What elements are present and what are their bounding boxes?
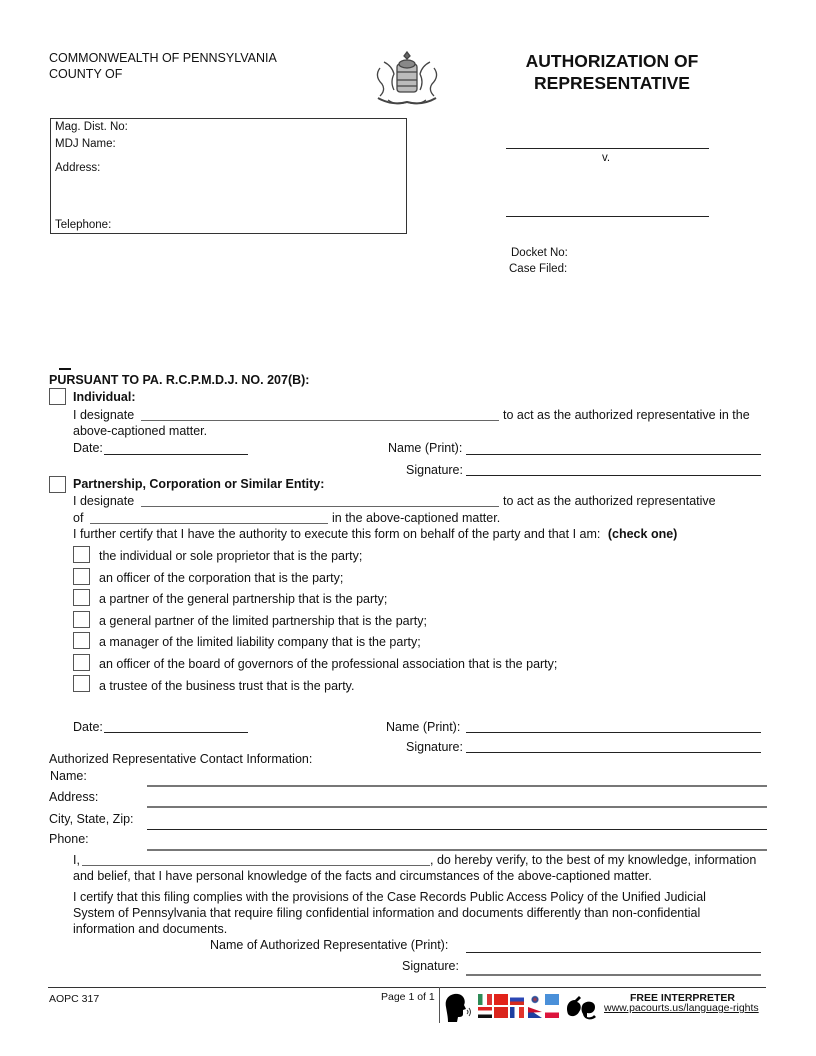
overline-mark	[59, 368, 71, 370]
rep-name-print-field[interactable]	[466, 952, 761, 953]
telephone-label: Telephone:	[55, 219, 112, 231]
rep-signature-label: Signature:	[402, 959, 459, 973]
entity-checkbox[interactable]	[49, 476, 66, 493]
option-label: an officer of the board of governors of the professional association that is the party;	[99, 657, 558, 671]
entity-date-field[interactable]	[104, 732, 248, 733]
sign-language-icon	[565, 994, 599, 1020]
individual-signature-label: Signature:	[406, 463, 463, 477]
entity-of-suffix: in the above-captioned matter.	[332, 511, 501, 525]
option-label: a partner of the general partnership that is the party;	[99, 592, 388, 606]
entity-certify-text	[73, 527, 677, 541]
free-interpreter-title: FREE INTERPRETER	[630, 992, 736, 1004]
verification-suffix: , do hereby verify, to the best of my knowledge, information	[430, 853, 757, 867]
check-one-label: (check one)	[607, 527, 678, 541]
docket-no-label: Docket No:	[511, 247, 568, 259]
option-checkbox-business-trust[interactable]	[73, 675, 90, 692]
option-label: a manager of the limited liability company that is the party;	[99, 635, 421, 649]
option-checkbox-corporation-officer[interactable]	[73, 568, 90, 585]
address-label: Address:	[55, 162, 101, 174]
speaking-head-icon	[442, 991, 472, 1023]
option-label: the individual or sole proprietor that is the party;	[99, 549, 363, 563]
entity-designate-suffix: to act as the authorized representative	[503, 494, 716, 508]
entity-party-field[interactable]	[90, 523, 328, 524]
form-title-line2: REPRESENTATIVE	[534, 73, 690, 93]
versus-label: v.	[602, 152, 611, 164]
france-flag-icon	[510, 1007, 524, 1018]
contact-address-field[interactable]	[147, 806, 767, 808]
option-checkbox-sole-proprietor[interactable]	[73, 546, 90, 563]
vietnam-flag-icon	[494, 1007, 508, 1018]
certification-line1: I certify that this filing complies with the provisions of the Case Records Public Access Policy of the Unified Judicial	[73, 890, 706, 904]
pursuant-heading: PURSUANT TO PA. R.C.P.M.D.J. NO. 207(B):	[49, 373, 310, 387]
entity-signature-field[interactable]	[466, 752, 761, 753]
footer-divider	[48, 987, 766, 988]
option-label: a general partner of the limited partnership that is the party;	[99, 614, 427, 628]
individual-designate-prefix: I designate	[73, 408, 135, 422]
individual-heading: Individual:	[73, 390, 136, 404]
option-checkbox-llc-manager[interactable]	[73, 632, 90, 649]
individual-name-print-label: Name (Print):	[388, 441, 463, 455]
contact-phone-label: Phone:	[49, 832, 89, 846]
mexico-flag-icon	[478, 994, 492, 1005]
option-label: an officer of the corporation that is the party;	[99, 571, 344, 585]
defendant-line[interactable]	[506, 216, 709, 217]
form-id: AOPC 317	[49, 993, 100, 1005]
form-title-line1: AUTHORIZATION OF	[525, 51, 699, 71]
entity-signature-label: Signature:	[406, 740, 463, 754]
entity-designee-field[interactable]	[141, 506, 499, 507]
option-checkbox-limited-partnership[interactable]	[73, 611, 90, 628]
individual-checkbox[interactable]	[49, 388, 66, 405]
mag-dist-no-label: Mag. Dist. No:	[55, 121, 128, 133]
entity-name-print-field[interactable]	[466, 732, 761, 733]
contact-address-label: Address:	[49, 790, 99, 804]
egypt-flag-icon	[478, 1007, 492, 1018]
contact-name-label: Name:	[50, 769, 87, 783]
entity-date-label: Date:	[73, 720, 103, 734]
county-label: COUNTY OF	[49, 67, 123, 81]
verification-name-field[interactable]	[82, 865, 430, 866]
contact-phone-field[interactable]	[147, 849, 767, 851]
entity-designate-prefix: I designate	[73, 494, 135, 508]
korea-flag-icon	[528, 994, 542, 1005]
contact-heading: Authorized Representative Contact Information:	[49, 752, 313, 766]
rep-name-print-label: Name of Authorized Representative (Print):	[210, 938, 449, 952]
entity-name-print-label: Name (Print):	[386, 720, 461, 734]
entity-of-prefix: of	[73, 511, 84, 525]
contact-city-field[interactable]	[147, 829, 767, 830]
plaintiff-line[interactable]	[506, 148, 709, 149]
option-checkbox-general-partnership[interactable]	[73, 589, 90, 606]
certification-line3: information and documents.	[73, 922, 228, 936]
nepal-flag-icon	[528, 1007, 542, 1018]
individual-line2: above-captioned matter.	[73, 424, 208, 438]
china-flag-icon	[494, 994, 508, 1005]
individual-signature-field[interactable]	[466, 475, 761, 476]
option-checkbox-professional-association[interactable]	[73, 654, 90, 671]
entity-heading: Partnership, Corporation or Similar Entity:	[73, 477, 325, 491]
contact-name-field[interactable]	[147, 785, 767, 787]
individual-name-print-field[interactable]	[466, 454, 761, 455]
case-filed-label: Case Filed:	[509, 263, 568, 275]
individual-date-field[interactable]	[104, 454, 248, 455]
mdj-name-label: MDJ Name:	[55, 138, 116, 150]
individual-date-label: Date:	[73, 441, 103, 455]
individual-designate-suffix: to act as the authorized representative in the	[503, 408, 750, 422]
commonwealth-label: COMMONWEALTH OF PENNSYLVANIA	[49, 51, 277, 65]
verification-line2: and belief, that I have personal knowledge of the facts and circumstances of the above-captioned matter.	[73, 869, 652, 883]
page-number: Page 1 of 1	[381, 991, 435, 1003]
court-info-box	[50, 118, 407, 234]
pennsylvania-seal-icon	[370, 48, 444, 110]
footer-separator	[439, 987, 440, 1023]
option-label: a trustee of the business trust that is the party.	[99, 679, 355, 693]
russia-flag-icon	[510, 994, 524, 1005]
poland-flag-icon	[545, 1007, 559, 1018]
contact-city-label: City, State, Zip:	[49, 812, 134, 826]
somalia-flag-icon	[545, 994, 559, 1005]
rep-signature-field[interactable]	[466, 974, 761, 976]
language-rights-link[interactable]: www.pacourts.us/language-rights	[604, 1002, 759, 1014]
verification-prefix: I,	[73, 853, 80, 867]
entity-certify-statement: I further certify that I have the authority to execute this form on behalf of the party and that I am:	[73, 527, 601, 541]
individual-designee-field[interactable]	[141, 420, 499, 421]
certification-line2: System of Pennsylvania that require filing confidential information and documents differently than non-confidential	[73, 906, 701, 920]
